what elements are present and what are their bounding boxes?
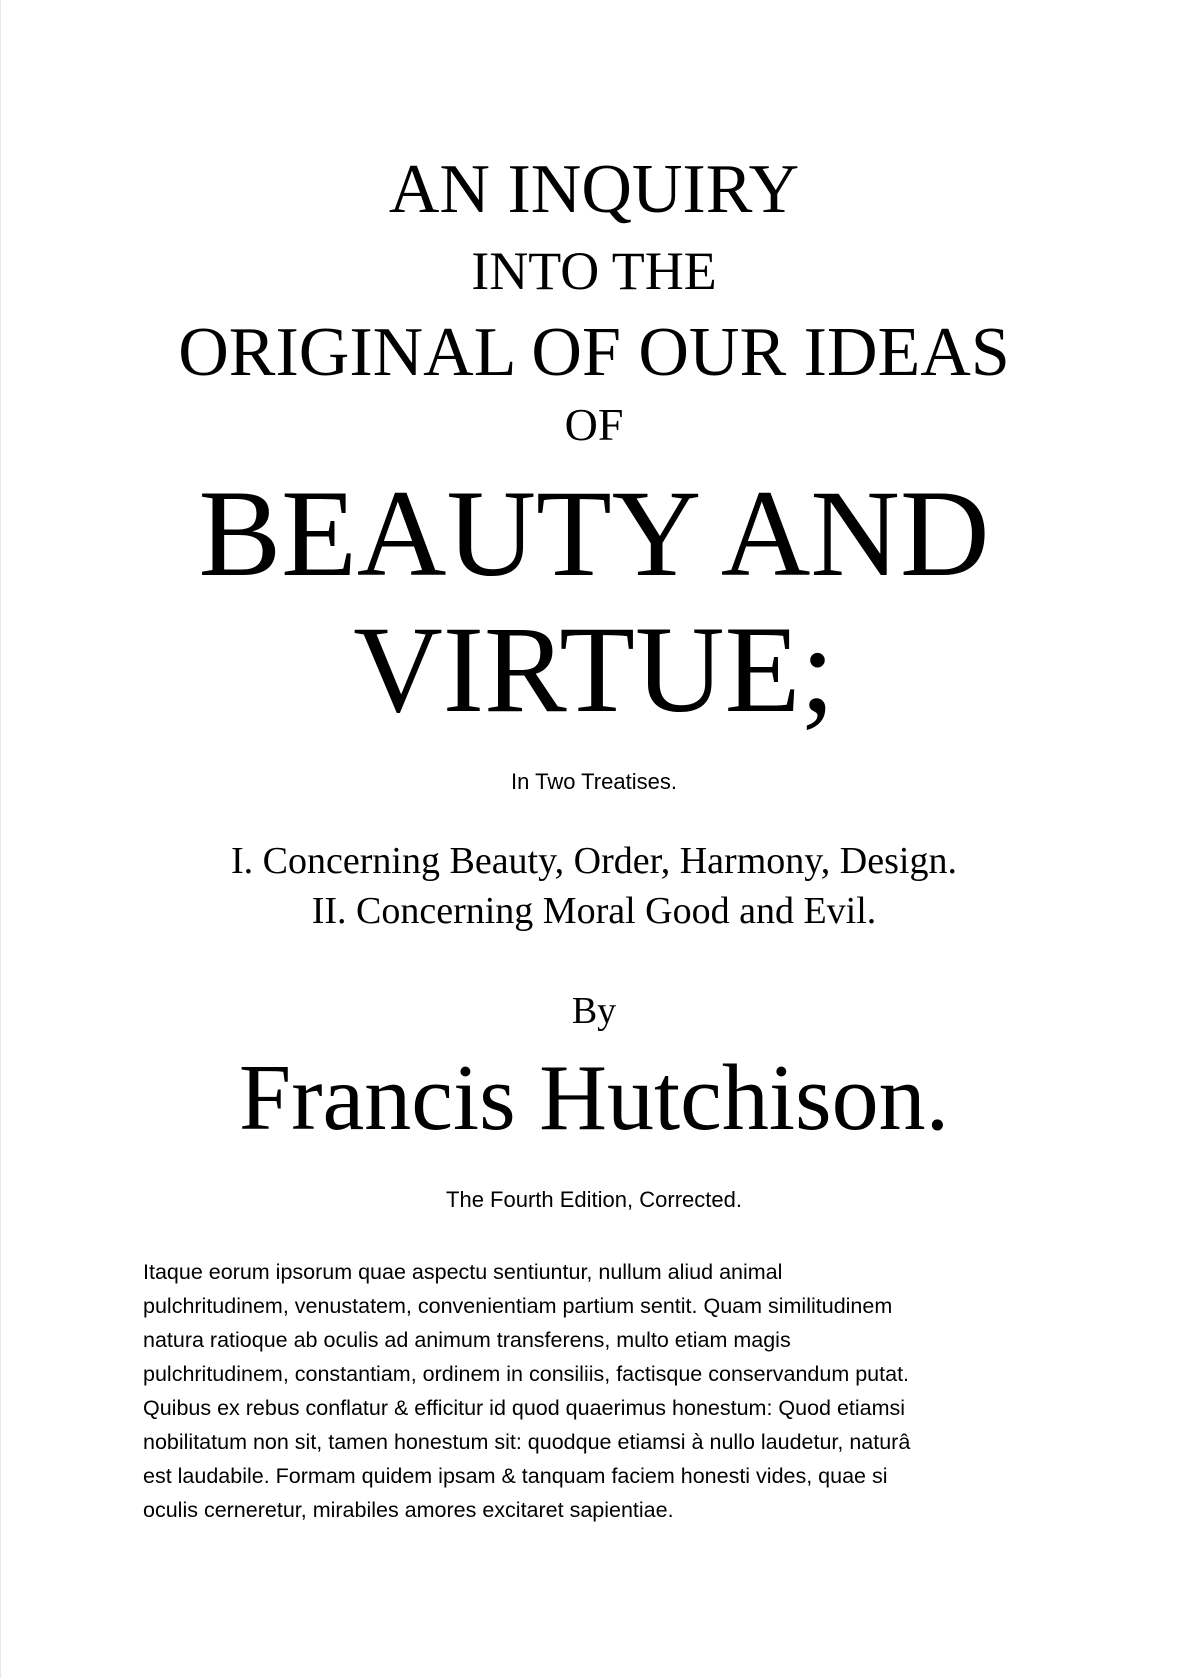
- epigraph-line: pulchritudinem, venustatem, convenientiam partium sentit. Quam similitudinem: [143, 1294, 893, 1318]
- epigraph-line: pulchritudinem, constantiam, ordinem in consiliis, factisque conservandum putat.: [143, 1362, 910, 1386]
- subtitle: In Two Treatises.: [511, 769, 677, 794]
- epigraph-line: nobilitatum non sit, tamen honestum sit: quodque etiamsi à nullo laudetur, naturâ: [143, 1430, 911, 1454]
- title-line-an-inquiry: AN INQUIRY: [388, 151, 800, 228]
- byline-by: By: [571, 990, 617, 1032]
- title-line-virtue: VIRTUE;: [353, 601, 835, 738]
- title-line-of: OF: [564, 399, 624, 450]
- title-line-into-the: INTO THE: [471, 241, 717, 301]
- title-line-beauty-and: BEAUTY AND: [198, 465, 990, 602]
- epigraph-line: natura ratioque ab oculis ad animum transferens, multo etiam magis: [143, 1328, 791, 1352]
- epigraph-line: Quibus ex rebus conflatur & efficitur id quod quaerimus honestum: Quod etiamsi: [143, 1396, 906, 1420]
- epigraph: [143, 1255, 1063, 1527]
- treatise-two: II. Concerning Moral Good and Evil.: [311, 890, 877, 932]
- author-name: Francis Hutchison.: [238, 1046, 950, 1150]
- epigraph-line: est laudabile. Formam quidem ipsam & tanquam faciem honesti vides, quae si: [143, 1464, 888, 1488]
- epigraph-line: oculis cerneretur, mirabiles amores excitaret sapientiae.: [143, 1498, 674, 1522]
- edition-note: The Fourth Edition, Corrected.: [446, 1187, 742, 1212]
- treatise-one: I. Concerning Beauty, Order, Harmony, Design.: [231, 840, 957, 882]
- epigraph-line: Itaque eorum ipsorum quae aspectu sentiuntur, nullum aliud animal: [143, 1260, 783, 1284]
- title-line-original-of-our-ideas: ORIGINAL OF OUR IDEAS: [178, 314, 1010, 391]
